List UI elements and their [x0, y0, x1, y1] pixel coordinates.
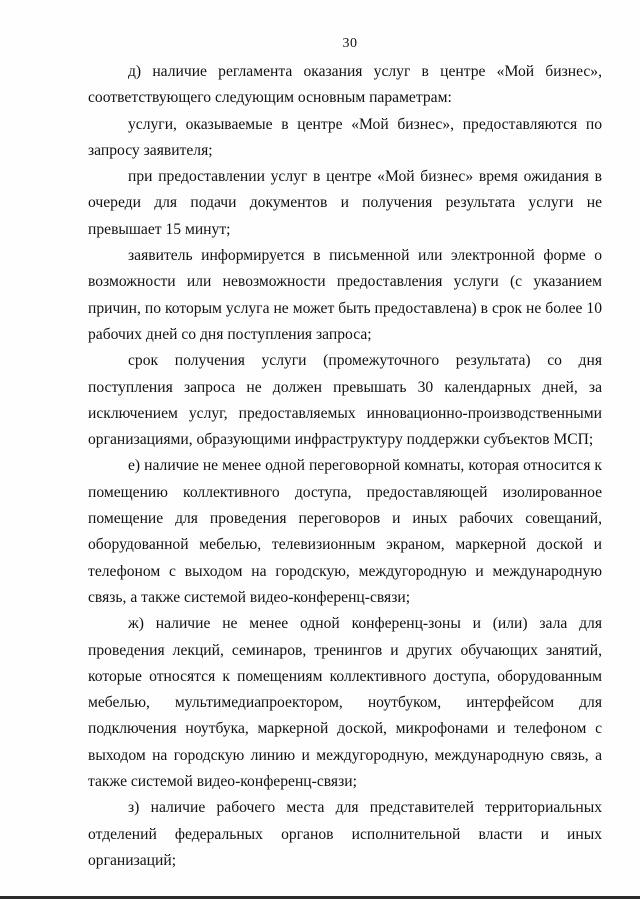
paragraph-e: е) наличие не менее одной переговорной комнаты, которая относится к помещению коллективного доступа, предоставляющей изолированное помещение для проведения переговоров и иных рабочих совещаний, оборудованной мебелью, телевизионным экраном, маркерной доской и телефоном с выходом на городскую, междугородную и международную связь, а также системой видео-конференц-связи; — [88, 457, 602, 606]
paragraph-applicant-informed: заявитель информируется в письменной или электронной форме о возможности или невозможности предоставления услуги (с указанием причин, по которым услуга не может быть предоставлена) в срок не более 10 рабочих дней со дня поступления запроса; — [88, 247, 602, 343]
paragraph-d: д) наличие регламента оказания услуг в центре «Мой бизнес», соответствующего следующим основным параметрам: — [88, 63, 602, 107]
paragraph-zh: ж) наличие не менее одной конференц-зоны и (или) зала для проведения лекций, семинаров, тренингов и других обучающих занятий, которые относятся к помещениям коллективного доступа, оборудованным мебелью, мультимедиапроектором, ноутбуком, интерфейсом для подключения ноутбука, маркерной доской, микрофонами и телефоном с выходом на городскую линию и междугородную, международную связь, а также системой видео-конференц-связи; — [88, 615, 602, 791]
paragraph-services-on-request: услуги, оказываемые в центре «Мой бизнес», предоставляются по запросу заявителя; — [88, 115, 602, 159]
paragraph-z: з) наличие рабочего места для представителей территориальных отделений федеральных органов исполнительной власти и иных организаций; — [88, 799, 602, 869]
paragraph-service-term: срок получения услуги (промежуточного результата) со дня поступления запроса не должен превышать 30 календарных дней, за исключением услуг, предоставляемых инновационно-производственными организациями, образующими инфраструктуру поддержки субъектов МСП; — [88, 352, 602, 449]
paragraph-waiting-time: при предоставлении услуг в центре «Мой бизнес» время ожидания в очереди для подачи документов и получения результата услуги не превышает 15 минут; — [88, 168, 602, 238]
document-body — [88, 59, 602, 874]
page-number: 30 — [342, 36, 358, 51]
